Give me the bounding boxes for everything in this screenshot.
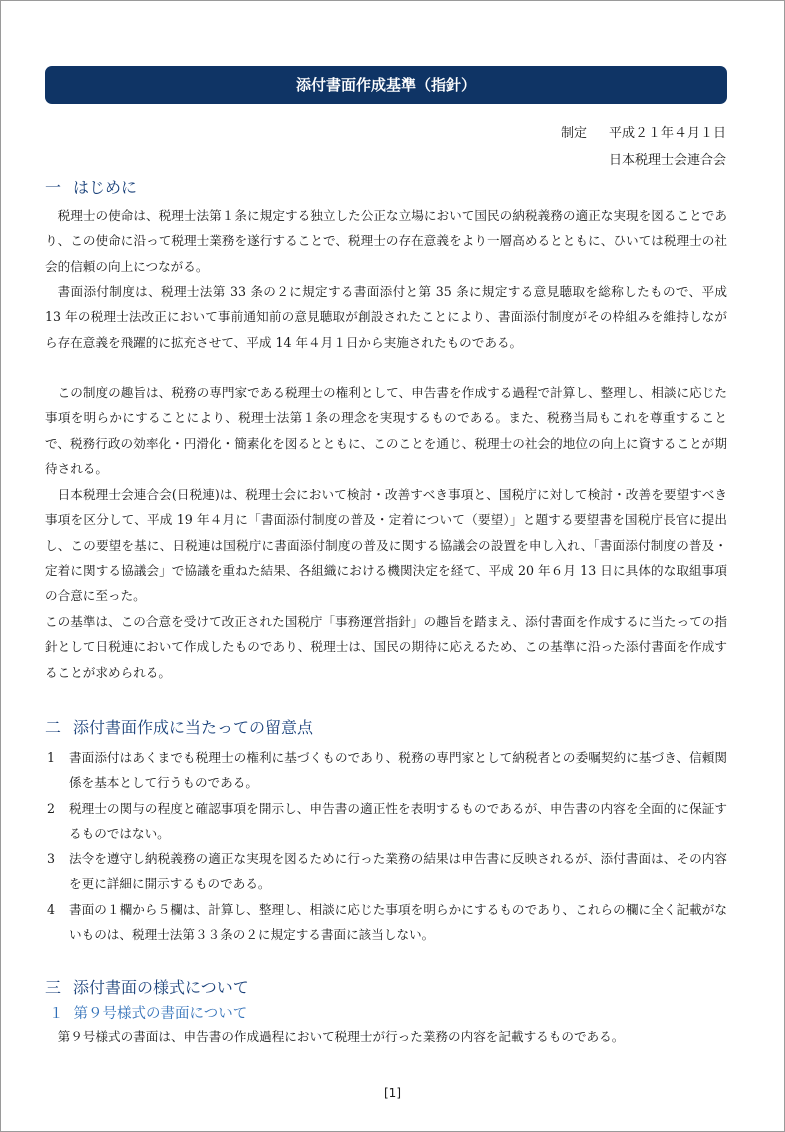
section-title: 添付書面作成に当たっての留意点 [73, 718, 314, 737]
list-item [45, 897, 727, 948]
item-number: 1 [47, 750, 56, 765]
section-title: 添付書面の様式について [73, 978, 249, 997]
section-number: 二 [45, 718, 62, 737]
list-item [45, 796, 727, 847]
enactment-label: 制定 [560, 126, 587, 141]
list-item [45, 745, 727, 796]
item-number: 2 [47, 800, 56, 816]
notes-list [45, 745, 727, 947]
item-number: 3 [47, 851, 56, 867]
section-heading-3 [45, 975, 249, 998]
subsection-heading-1 [49, 1002, 247, 1023]
item-text: 書面添付はあくまでも税理士の権利に基づくものであり、税務の専門家として納税者との委嘱契約に基づき、信頼関係を基本として行うものである。 [69, 750, 727, 791]
paragraph: 書面添付制度は、税理士法第 33 条の２に規定する書面添付と第 35 条に規定する意見聴取を総称したもので、平成 13 年の税理士法改正において事前通知前の意見聴取が創設されたことにより、書面添付制度がその枠組みを維持しながら存在意義を飛躍的に拡充させて、平成 14 年４月１日から実施されたものである。 [45, 284, 727, 350]
paragraph: この基準は、この合意を受けて改正された国税庁「事務運営指針」の趣旨を踏まえ、添付書面を作成するに当たっての指針として日税連において作成したものであり、税理士は、国民の期待に応えるため、この基準に沿った添付書面を作成することが求められる。 [45, 614, 727, 680]
section-number: 三 [45, 978, 62, 997]
item-text: 税理士の関与の程度と確認事項を開示し、申告書の適正性を表明するものであるが、申告書の内容を全面的に保証するものではない。 [69, 800, 727, 841]
item-number: 4 [47, 901, 56, 917]
section-heading-2 [45, 715, 313, 738]
enactment-date: 平成２１年４月１日 [608, 126, 726, 141]
page-number: [1] [384, 1086, 401, 1100]
paragraph: 日本税理士会連合会(日税連)は、税理士会において検討・改善すべき事項と、国税庁に対して検討・改善を要望すべき事項を区分して、平成 19 年４月に「書面添付制度の普及・定着について（要望）」と題する要望書を国税庁長官に提出し、この要望を基に、日税連は国税庁に書面添付制度の普及に関する協議会の設置を申し入れ、「書面添付制度の普及・定着に関する協議会」で協議を重ねた結果、各組織における機関決定を経て、平成 20 年６月 13 日に具体的な取組事項の合意に至った。 [45, 487, 727, 604]
issuing-organization: 日本税理士会連合会 [608, 153, 726, 168]
paragraph: 税理士の使命は、税理士法第１条に規定する独立した公正な立場において国民の納税義務の適正な実現を図ることであり、この使命に沿って税理士業務を遂行することで、税理士の存在意義をより一層高めるとともに、ひいては税理士の社会的信頼の向上につながる。 [45, 208, 727, 274]
paragraph: 第９号様式の書面は、申告書の作成過程において税理士が行った業務の内容を記載するものである。 [57, 1029, 625, 1044]
item-text: 書面の１欄から５欄は、計算し、整理し、相談に応じた事項を明らかにするものであり、これらの欄に全く記載がないものは、税理士法第３３条の２に規定する書面に該当しない。 [69, 901, 728, 943]
list-item [45, 846, 727, 897]
paragraph: この制度の趣旨は、税務の専門家である税理士の権利として、申告書を作成する過程で計算し、整理し、相談に応じた事項を明らかにすることにより、税理士法第１条の理念を実現するものである。また、税務当局もこれを尊重することで、税務行政の効率化・円滑化・簡素化を図るとともに、このことを通じ、税理士の社会的地位の向上に資することが期待される。 [45, 385, 727, 476]
enactment-date-line [561, 122, 726, 141]
subsection-title: 第９号様式の書面について [73, 1006, 248, 1022]
item-text: 法令を遵守し納税義務の適正な実現を図るために行った業務の結果は申告書に反映されるが、添付書面は、その内容を更に詳細に開示するものである。 [69, 851, 727, 892]
subsection-number: １ [49, 1006, 64, 1022]
section-heading-1 [45, 175, 137, 198]
document-title: 添付書面作成基準（指針） [45, 66, 727, 104]
section-number: 一 [45, 178, 62, 197]
section-title: はじめに [73, 178, 138, 197]
